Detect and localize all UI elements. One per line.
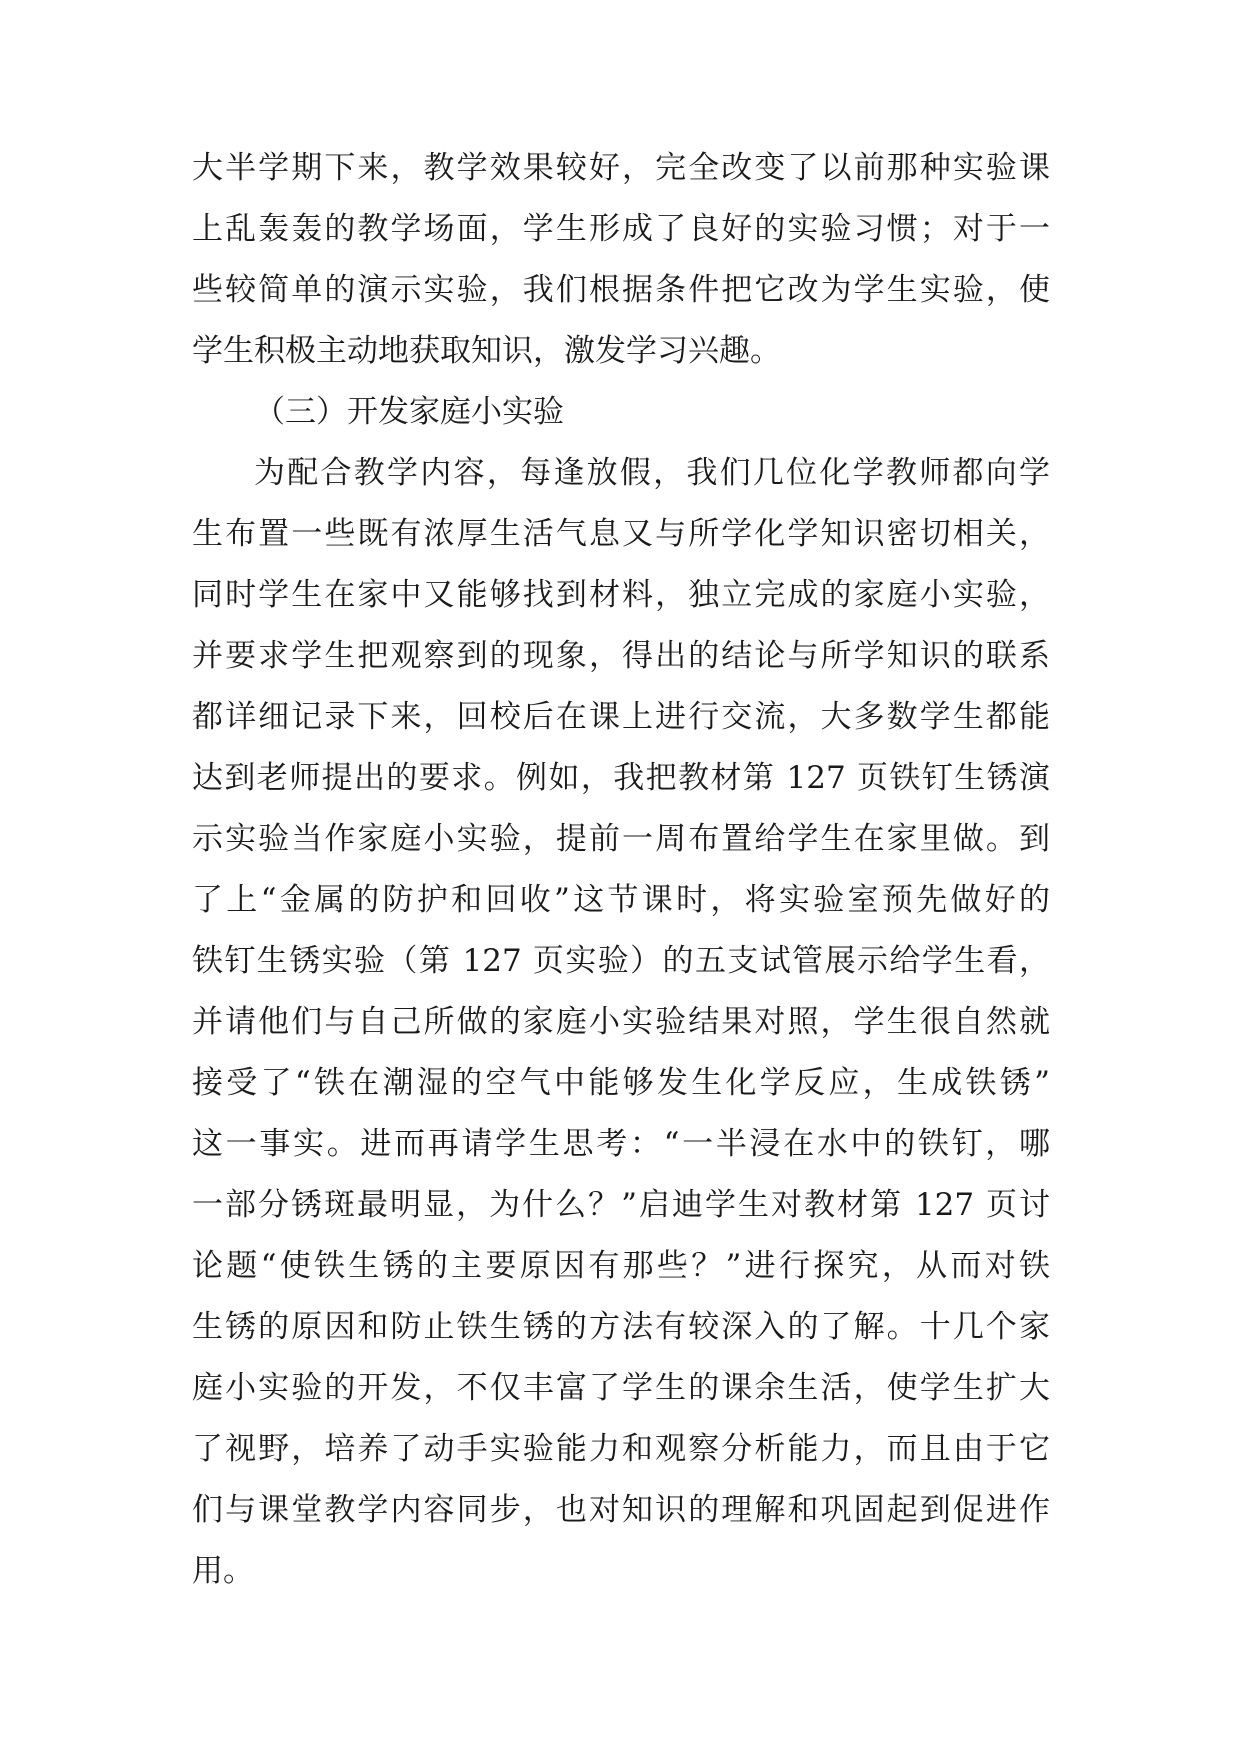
paragraph-2-line-12: 这一事实。进而再请学生思考：“一半浸在水中的铁钉，哪 xyxy=(192,1126,1050,1162)
paragraph-2-line-1: 为配合教学内容，每逢放假，我们几位化学教师都向学 xyxy=(254,455,1050,491)
paragraph-2-line-6: 达到老师提出的要求。例如，我把教材第 127 页铁钉生锈演 xyxy=(192,760,1050,796)
paragraph-2-line-9: 铁钉生锈实验（第 127 页实验）的五支试管展示给学生看， xyxy=(192,943,1050,979)
paragraph-1-line-2: 上乱轰轰的教学场面，学生形成了良好的实验习惯；对于一 xyxy=(192,211,1050,247)
paragraph-2-line-11: 接受了“铁在潮湿的空气中能够发生化学反应，生成铁锈” xyxy=(192,1065,1050,1101)
paragraph-2-line-2: 生布置一些既有浓厚生活气息又与所学化学知识密切相关， xyxy=(192,516,1050,552)
paragraph-1-line-4: 学生积极主动地获取知识，激发学习兴趣。 xyxy=(192,333,781,369)
paragraph-2-line-16: 庭小实验的开发，不仅丰富了学生的课余生活，使学生扩大 xyxy=(192,1370,1050,1406)
paragraph-2-line-10: 并请他们与自己所做的家庭小实验结果对照，学生很自然就 xyxy=(192,1004,1050,1040)
paragraph-2-line-3: 同时学生在家中又能够找到材料，独立完成的家庭小实验， xyxy=(192,577,1050,613)
paragraph-2-line-7: 示实验当作家庭小实验，提前一周布置给学生在家里做。到 xyxy=(192,821,1050,857)
paragraph-2-line-5: 都详细记录下来，回校后在课上进行交流，大多数学生都能 xyxy=(192,699,1050,735)
paragraph-2-line-4: 并要求学生把观察到的现象，得出的结论与所学知识的联系 xyxy=(192,638,1050,674)
paragraph-1-line-3: 些较简单的演示实验，我们根据条件把它改为学生实验，使 xyxy=(192,272,1050,308)
paragraph-2-line-8: 了上“金属的防护和回收”这节课时，将实验室预先做好的 xyxy=(192,882,1050,918)
paragraph-2-line-17: 了视野，培养了动手实验能力和观察分析能力，而且由于它 xyxy=(192,1431,1050,1467)
paragraph-2-line-15: 生锈的原因和防止铁生锈的方法有较深入的了解。十几个家 xyxy=(192,1309,1050,1345)
paragraph-2-line-13: 一部分锈斑最明显，为什么？”启迪学生对教材第 127 页讨 xyxy=(192,1187,1050,1223)
paragraph-1-line-1: 大半学期下来，教学效果较好，完全改变了以前那种实验课 xyxy=(192,150,1050,186)
paragraph-2-line-19: 用。 xyxy=(192,1553,254,1589)
section-heading: （三）开发家庭小实验 xyxy=(254,394,564,430)
paragraph-2-line-14: 论题“使铁生锈的主要原因有那些？”进行探究，从而对铁 xyxy=(192,1248,1050,1284)
paragraph-2-line-18: 们与课堂教学内容同步，也对知识的理解和巩固起到促进作 xyxy=(192,1492,1050,1528)
